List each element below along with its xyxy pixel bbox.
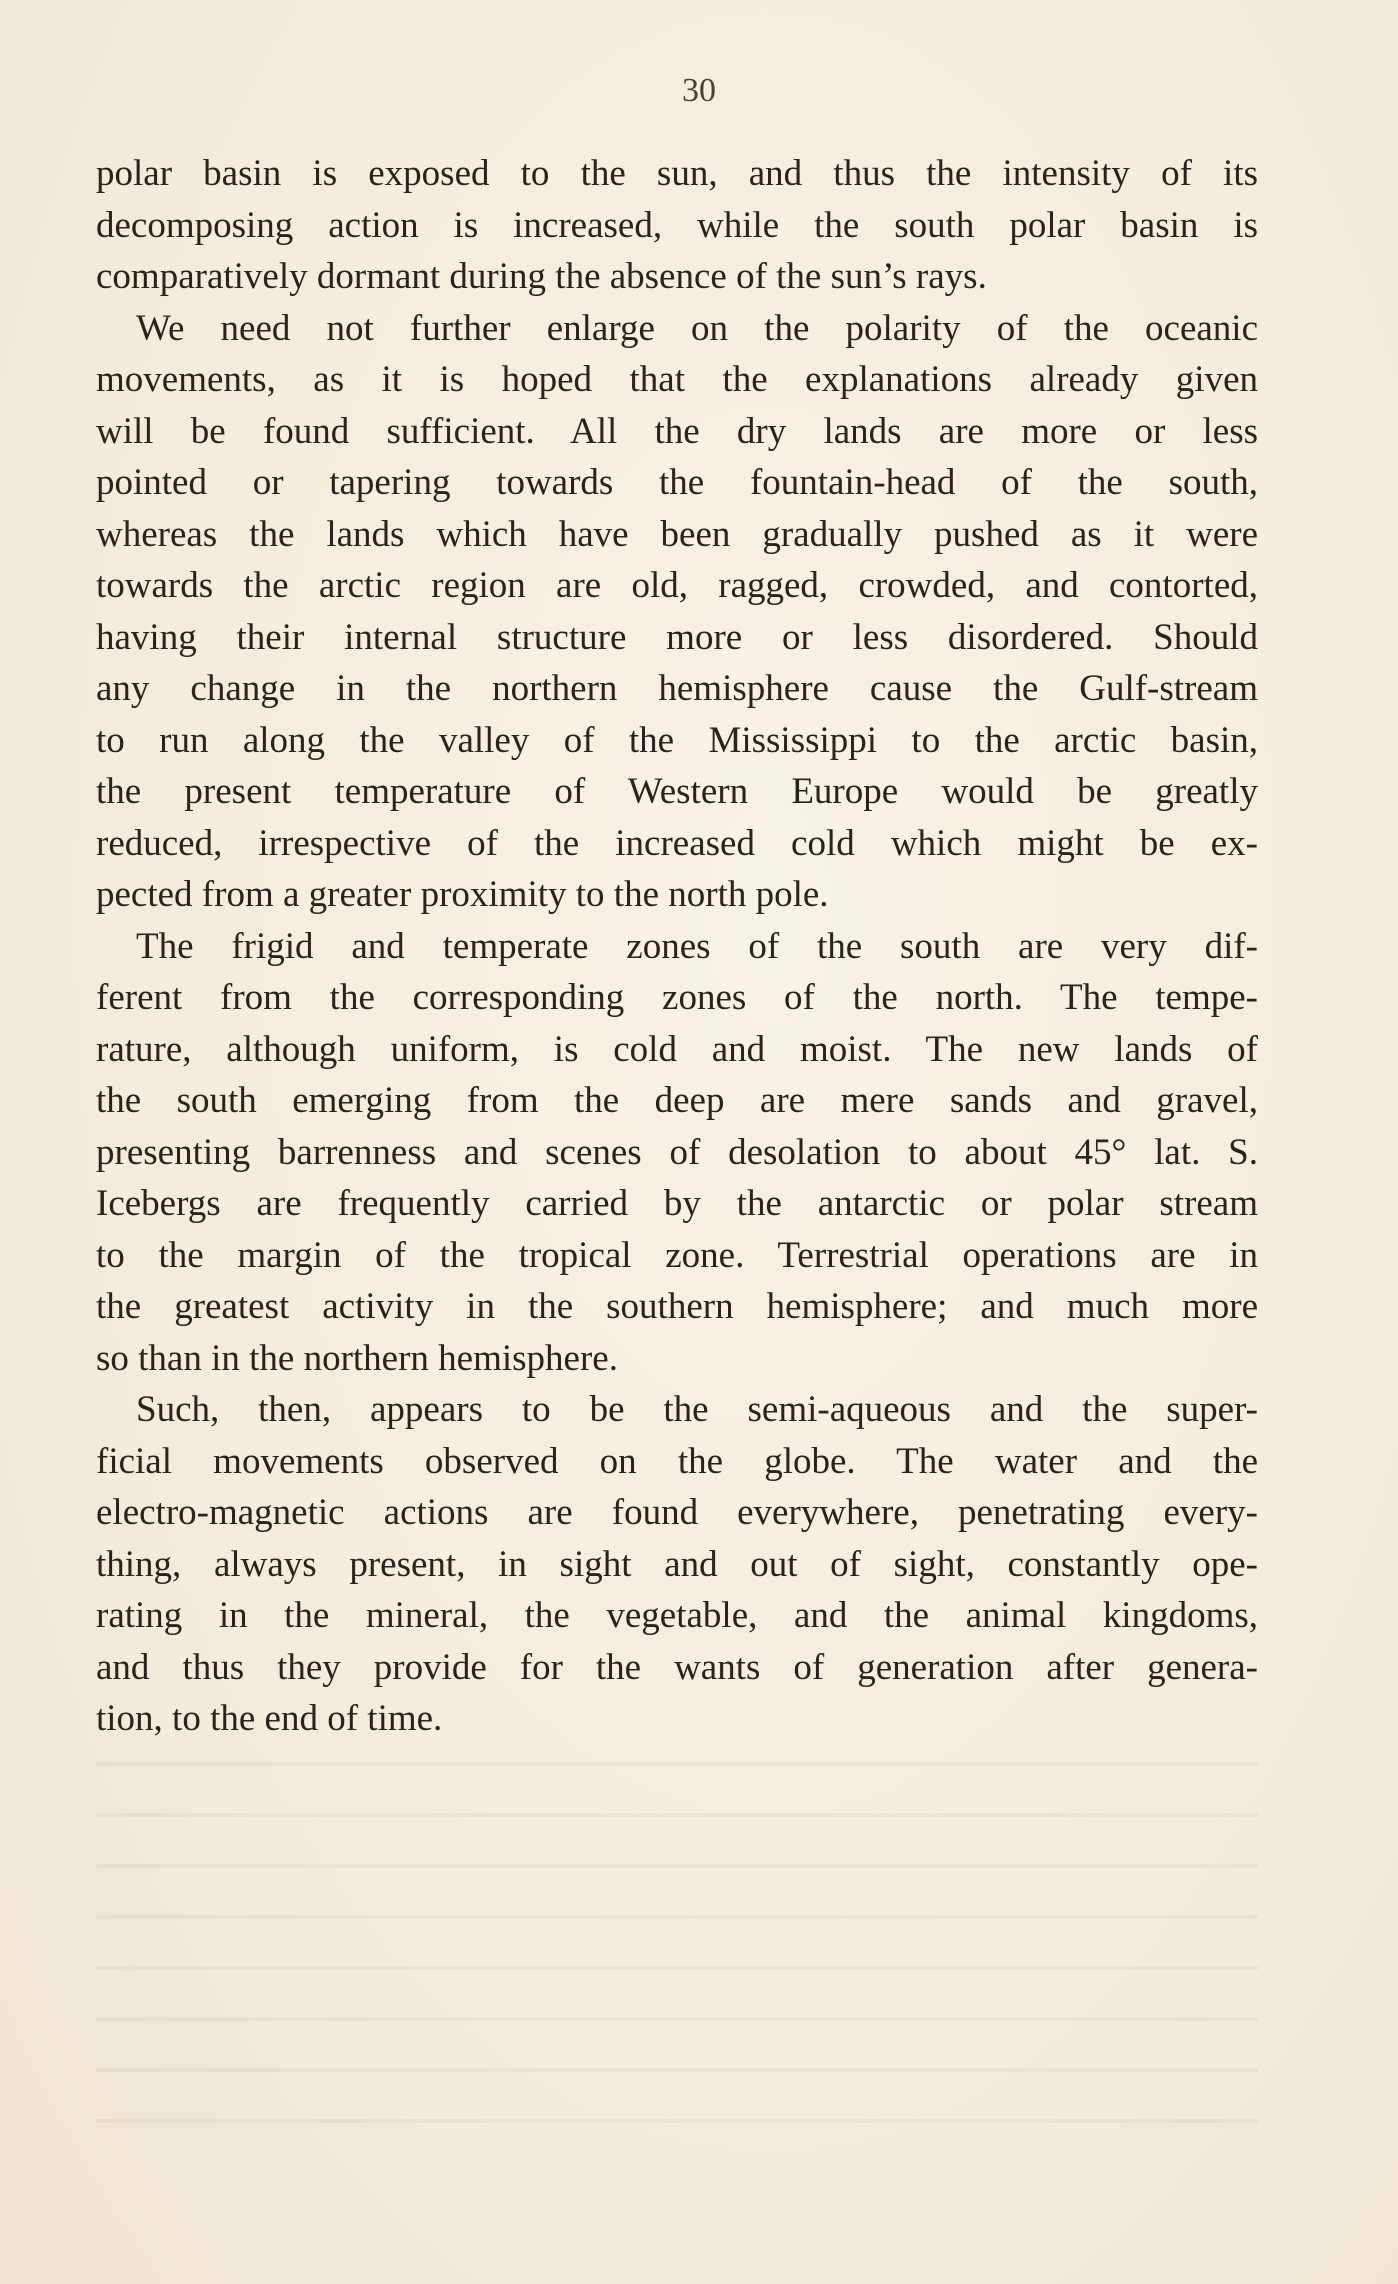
text-line: electro-magnetic actions are found everywhere, penetrating every- — [96, 1492, 1258, 1533]
show-through-shadow — [96, 1740, 1258, 2170]
text-line: the present temperature of Western Europe would be greatly — [96, 771, 1258, 812]
text-line: rating in the mineral, the vegetable, and the animal kingdoms, — [96, 1595, 1258, 1636]
text-line: ficial movements observed on the globe. The water and the — [96, 1440, 1258, 1482]
text-line: comparatively dormant during the absence of the sun’s rays. — [96, 256, 987, 297]
paragraph-4 — [96, 1384, 1258, 1745]
text-line: having their internal structure more or less disordered. Should — [96, 616, 1258, 658]
text-line: will be found sufficient. All the dry lands are more or less — [96, 410, 1258, 452]
page-number: 30 — [682, 72, 716, 109]
text-line: The frigid and temperate zones of the south are very dif- — [136, 925, 1258, 967]
paragraph-1 — [96, 148, 1258, 303]
text-line: pointed or tapering towards the fountain-head of the south, — [96, 462, 1258, 503]
text-line: movements, as it is hoped that the explanations already given — [96, 359, 1258, 400]
text-line: decomposing action is increased, while the south polar basin is — [96, 204, 1258, 246]
text-line: polar basin is exposed to the sun, and thus the intensity of its — [96, 153, 1258, 194]
text-line: tion, to the end of time. — [96, 1698, 443, 1739]
text-line: towards the arctic region are old, ragged, crowded, and contorted, — [96, 565, 1258, 606]
text-line: the greatest activity in the southern hemisphere; and much more — [96, 1286, 1258, 1327]
text-line: rature, although uniform, is cold and moist. The new lands of — [96, 1028, 1258, 1070]
body-text — [96, 148, 1258, 1745]
text-line: whereas the lands which have been gradually pushed as it were — [96, 513, 1258, 555]
text-line: thing, always present, in sight and out of sight, constantly ope- — [96, 1543, 1258, 1585]
text-line: pected from a greater proximity to the north pole. — [96, 874, 829, 915]
text-line: to the margin of the tropical zone. Terrestrial operations are in — [96, 1234, 1258, 1276]
text-line: any change in the northern hemisphere cause the Gulf-stream — [96, 668, 1258, 709]
text-line: the south emerging from the deep are mere sands and gravel, — [96, 1080, 1258, 1121]
paragraph-2 — [96, 303, 1258, 921]
text-line: ferent from the corresponding zones of the north. The tempe- — [96, 977, 1258, 1018]
text-line: Such, then, appears to be the semi-aqueous and the super- — [136, 1389, 1258, 1430]
text-line: We need not further enlarge on the polarity of the oceanic — [136, 307, 1258, 349]
paragraph-3 — [96, 921, 1258, 1385]
text-line: Icebergs are frequently carried by the antarctic or polar stream — [96, 1183, 1258, 1224]
text-line: and thus they provide for the wants of generation after genera- — [96, 1646, 1258, 1688]
text-line: so than in the northern hemisphere. — [96, 1337, 618, 1379]
text-line: to run along the valley of the Mississippi to the arctic basin, — [96, 719, 1258, 761]
text-line: reduced, irrespective of the increased cold which might be ex- — [96, 822, 1258, 864]
text-line: presenting barrenness and scenes of desolation to about 45° lat. S. — [96, 1131, 1258, 1173]
